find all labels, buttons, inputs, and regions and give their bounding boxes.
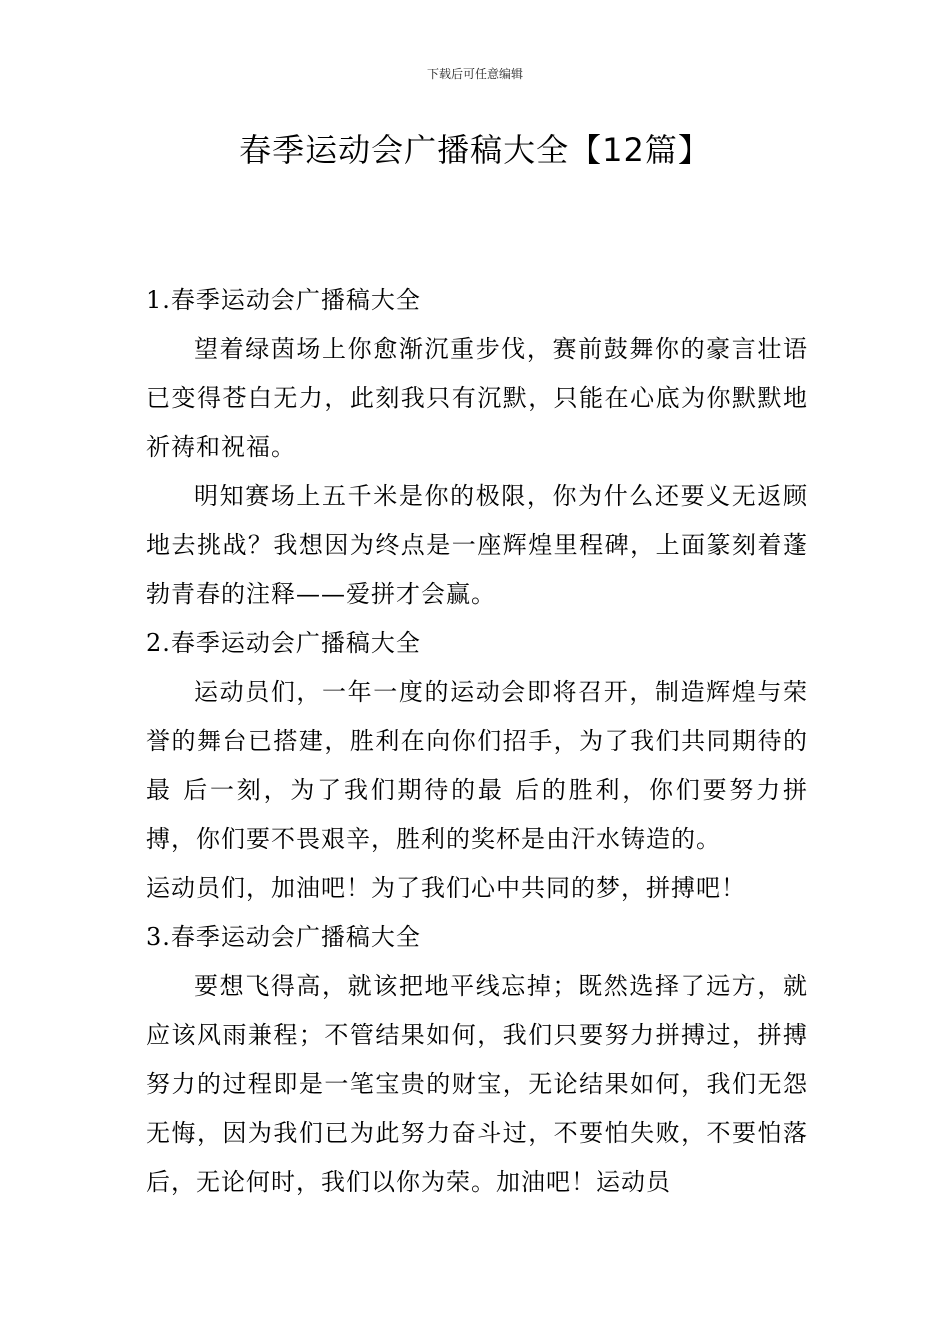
section-heading-3: 3.春季运动会广播稿大全 xyxy=(146,923,421,951)
section-2-paragraph-1: 运动员们，一年一度的运动会即将召开，制造辉煌与荣誉的舞台已搭建，胜利在向你们招手，为了我们共同期待的最 后一刻，为了我们期待的最 后的胜利，你们要努力拼搏，你们要不畏艰辛，胜利的奖杯是由汗水铸造的。 xyxy=(146,678,808,853)
section-heading-2: 2.春季运动会广播稿大全 xyxy=(146,629,421,657)
section-1-paragraph-1: 望着绿茵场上你愈渐沉重步伐，赛前鼓舞你的豪言壮语已变得苍白无力，此刻我只有沉默，只能在心底为你默默地祈祷和祝福。 xyxy=(146,335,808,461)
section-heading-1: 1.春季运动会广播稿大全 xyxy=(146,286,421,314)
document-body xyxy=(146,276,808,1207)
header-note: 下载后可任意编辑 xyxy=(426,67,523,81)
section-2-paragraph-2: 运动员们，加油吧！为了我们心中共同的梦，拼搏吧！ xyxy=(146,874,746,902)
document-title: 春季运动会广播稿大全【12篇】 xyxy=(239,131,711,169)
section-3-paragraph-1: 要想飞得高，就该把地平线忘掉；既然选择了远方，就应该风雨兼程；不管结果如何，我们只要努力拼搏过，拼搏努力的过程即是一笔宝贵的财宝，无论结果如何，我们无怨无悔，因为我们已为此努力奋斗过，不要怕失败，不要怕落后，无论何时，我们以你为荣。加油吧！运动员 xyxy=(146,972,808,1196)
section-1-paragraph-2: 明知赛场上五千米是你的极限，你为什么还要义无返顾地去挑战？我想因为终点是一座辉煌里程碑，上面篆刻着蓬勃青春的注释——爱拼才会赢。 xyxy=(146,482,808,608)
